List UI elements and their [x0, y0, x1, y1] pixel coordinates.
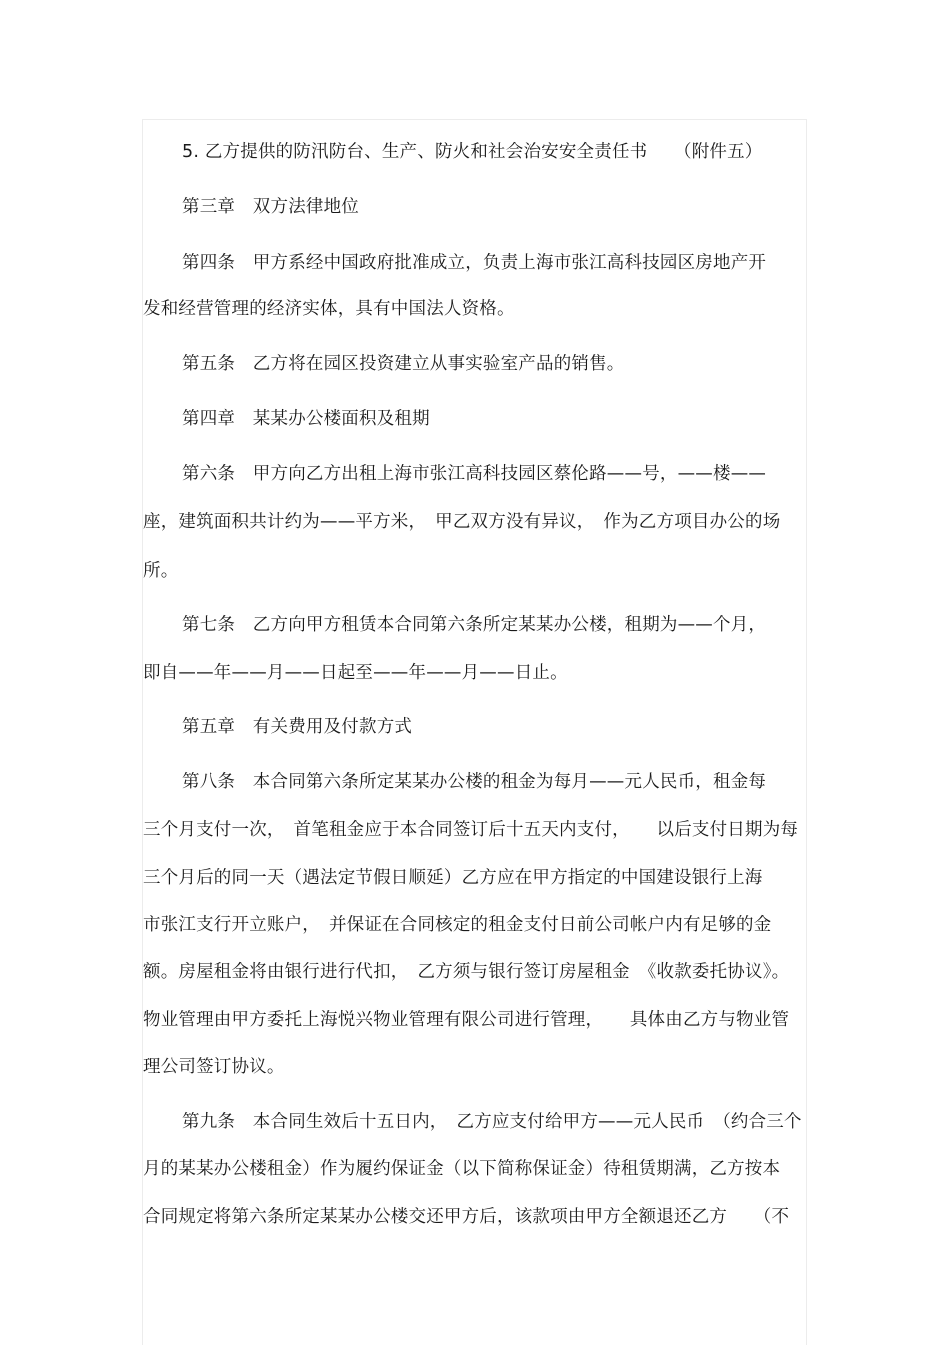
text-line: 三个月后的同一天（遇法定节假日顺延）乙方应在甲方指定的中国建设银行上海 — [143, 868, 763, 888]
text-line: 第八条 本合同第六条所定某某办公楼的租金为每月——元人民币，租金每 — [182, 772, 767, 792]
text-line: 市张江支行开立账户， 并保证在合同核定的租金支付日前公司帐户内有足够的金 — [143, 915, 772, 935]
text-line: 理公司签订协议。 — [143, 1057, 285, 1077]
text-line: 物业管理由甲方委托上海悦兴物业管理有限公司进行管理， 具体由乙方与物业管 — [143, 1010, 790, 1030]
text-line: 所。 — [143, 561, 179, 581]
text-line: 第七条 乙方向甲方租赁本合同第六条所定某某办公楼，租期为——个月， — [182, 615, 767, 635]
text-line: 第六条 甲方向乙方出租上海市张江高科技园区蔡伦路——号，——楼—— — [182, 464, 767, 484]
text-line: 第九条 本合同生效后十五日内， 乙方应支付给甲方——元人民币 （约合三个 — [182, 1112, 802, 1132]
text-line: 第四条 甲方系经中国政府批准成立，负责上海市张江高科技园区房地产开 — [182, 253, 767, 273]
text-line: 座，建筑面积共计约为——平方米， 甲乙双方没有异议， 作为乙方项目办公的场 — [143, 512, 781, 532]
text-line: 月的某某办公楼租金）作为履约保证金（以下简称保证金）待租赁期满，乙方按本 — [143, 1159, 781, 1179]
text-line: 三个月支付一次， 首笔租金应于本合同签订后十五天内支付， 以后支付日期为每 — [143, 820, 799, 840]
text-line: 额。房屋租金将由银行进行代扣， 乙方须与银行签订房屋租金 《收款委托协议》。 — [143, 962, 790, 982]
text-line: 5. 乙方提供的防汛防台、生产、防火和社会治安安全责任书 （附件五） — [182, 142, 763, 162]
text-line: 第五条 乙方将在园区投资建立从事实验室产品的销售。 — [182, 354, 625, 374]
chapter-heading: 第四章 某某办公楼面积及租期 — [182, 409, 430, 429]
chapter-heading: 第五章 有关费用及付款方式 — [182, 717, 413, 737]
text-line: 即自——年——月——日起至——年——月——日止。 — [143, 663, 568, 683]
chapter-heading: 第三章 双方法律地位 — [182, 197, 359, 217]
text-line: 发和经营管理的经济实体，具有中国法人资格。 — [143, 299, 515, 319]
text-line: 合同规定将第六条所定某某办公楼交还甲方后，该款项由甲方全额退还乙方 （不 — [143, 1207, 790, 1227]
